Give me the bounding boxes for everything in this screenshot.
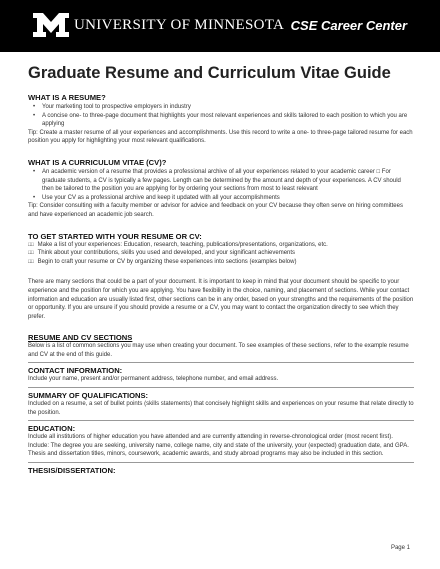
page-number: Page 1 [390, 545, 410, 551]
list-item: □□ Think about your contributions, skills you used and developed, and your significant achievements [28, 250, 296, 257]
resume-tip: Tip: Create a master resume of all your experiences and accomplishments. Use this record to write a one- to three-page tailored resume for each position you apply for highlighting your most relevant qualifications. [28, 129, 413, 145]
checkbox-icon: □□ [28, 241, 33, 248]
checkbox-icon: □□ [28, 258, 33, 265]
sections-intro: Below is a list of common sections you may use when creating your document. To see examples of these sections, refer to the example resume and CV at the end of this guide. [28, 343, 409, 358]
intro-paragraph: There are many sections that could be a part of your document. It is important to keep in mind that your document should be specific to your experience and the position for which you are applying. You have flexibility in the choice, naming, and placement of sections. While your contact information and education are usually listed first, other sections can be in any order, based on your strengths and the requirements of the position or opportunity. If you are unsure if you should provide a resume or a CV, you may want to contact the organization directly to see which they prefer. [28, 279, 414, 320]
list-item: • An academic version of a resume that provides a professional archive of all your experiences related to your academic career □ For graduate students, a CV is typically a few pages. Length can be determined by the amount and depth of your experiences. A CV should then be tailored to the position you are applying for by ordering your sections from most to least relevant [33, 168, 401, 193]
education-heading: EDUCATION: [28, 424, 76, 434]
divider [28, 462, 414, 463]
contact-info-text: Include your name, present and/or permanent address, telephone number, and email address. [28, 376, 279, 383]
list-item: □□ Begin to craft your resume or CV by organizing these experiences into sections (examples below) [28, 258, 297, 265]
cv-tip: Tip: Consider consulting with a faculty member or advisor for advice and feedback on your CV because they often serve on hiring committees and have experienced an academic job search. [28, 203, 403, 218]
divider [28, 362, 414, 363]
contact-info-heading: CONTACT INFORMATION: [28, 366, 123, 376]
m-block-logo-icon [33, 13, 69, 42]
page-title: Graduate Resume and Curriculum Vitae Guide [28, 64, 391, 82]
summary-text: Included on a resume, a set of bullet points (skills statements) that concisely highlight skills and experiences on your resume that relate directly to the position. [28, 401, 414, 416]
list-item: □□ Make a list of your experiences: Education, research, teaching, publications/presentations, organizations, etc. [28, 241, 328, 248]
list-item: • Your marketing tool to prospective employers in industry [33, 104, 191, 110]
summary-heading: SUMMARY OF QUALIFICATIONS: [28, 391, 149, 401]
career-center-name: CSE Career Center [290, 18, 407, 33]
cv-bullets [28, 168, 414, 202]
resume-heading: WHAT IS A RESUME? [28, 93, 106, 102]
list-item: • Use your CV as a professional archive and keep it updated with all your accomplishments [33, 194, 280, 201]
sections-heading: RESUME AND CV SECTIONS [28, 333, 133, 343]
list-item: • A concise one- to three-page document that highlights your most relevant experiences and skills tailored to each position to which you are applying [33, 112, 408, 128]
header-banner [0, 0, 440, 52]
checkbox-icon: □□ [28, 250, 33, 257]
get-started-heading: TO GET STARTED WITH YOUR RESUME OR CV: [28, 231, 202, 241]
document-body [28, 64, 414, 475]
university-name: UNIVERSITY OF MINNESOTA [74, 17, 285, 33]
divider [28, 387, 414, 388]
resume-bullets [28, 103, 414, 129]
education-text: Include all institutions of higher education you have attended and are currently attending in reverse-chronological order (most recent first). Include: The degree you are seeking, university name, college name, city and state of the university, your (expected) graduation date, and GPA. Thesis and dissertation titles, minors, coursework, academic awards, and study abroad programs may also be included in this section. [28, 434, 409, 458]
thesis-heading: THESIS/DISSERTATION: [28, 466, 116, 476]
divider [28, 420, 414, 421]
cv-heading: WHAT IS A CURRICULUM VITAE (CV)? [28, 157, 167, 167]
